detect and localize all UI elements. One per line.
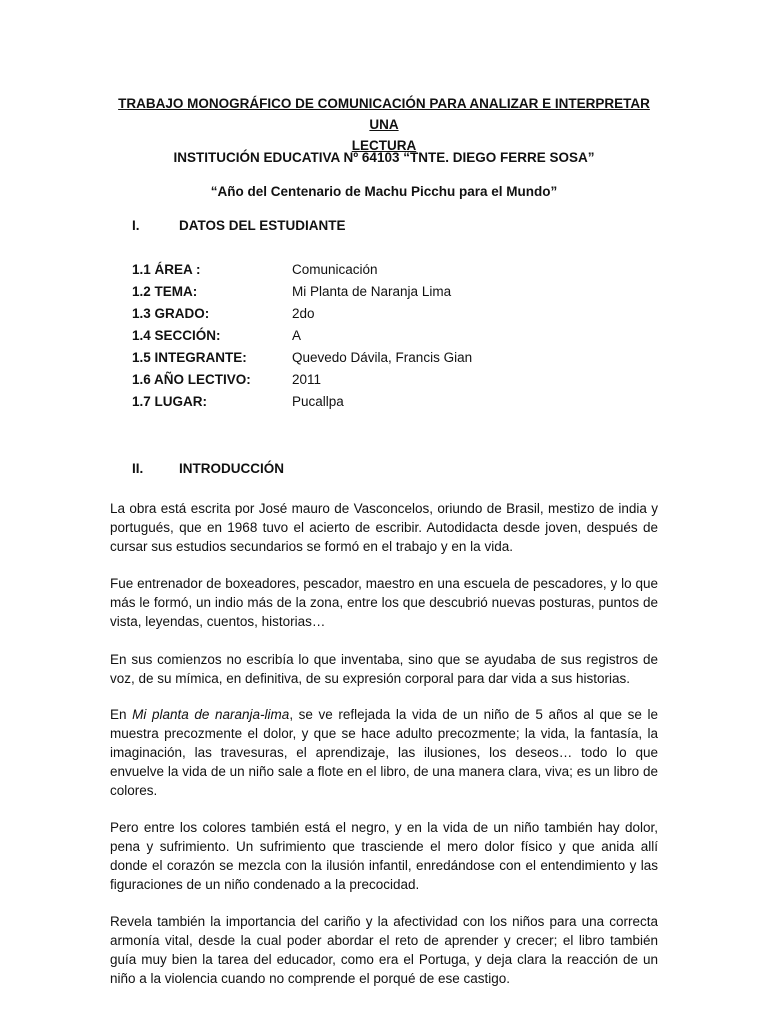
data-value: 2do xyxy=(292,306,315,321)
section-title: DATOS DEL ESTUDIANTE xyxy=(179,218,346,233)
section-heading-student-data xyxy=(132,216,346,236)
data-row-grado xyxy=(132,303,472,325)
student-data-list xyxy=(132,259,472,413)
data-row-lugar xyxy=(132,391,472,413)
section-title: INTRODUCCIÓN xyxy=(179,461,284,476)
intro-paragraph-1: La obra está escrita por José mauro de Vasconcelos, oriundo de Brasil, mestizo de india y portugués, que en 1968 tuvo el acierto de escribir. Autodidacta desde joven, después de cursar sus estudios secundarios se formó en el trabajo y en la vida. xyxy=(110,501,658,554)
intro-paragraph-5: Pero entre los colores también está el negro, y en la vida de un niño también hay dolor, pena y sufrimiento. Un sufrimiento que trasciende el mero dolor físico y que anida allí donde el corazón se mezcla con la ilusión infantil, enredándose con el entendimiento y las figuraciones de un niño condenado a la precocidad. xyxy=(110,820,658,892)
year-motto: “Año del Centenario de Machu Picchu para el Mundo” xyxy=(210,184,558,199)
data-row-integrante xyxy=(132,347,472,369)
p4-rest: , se ve reflejada la vida de un niño de 5 años al que se le muestra precozmente el dolor, y que se hace adulto precozmente; la vida, la fantasía, la imaginación, las travesuras, el aprendizaje, las ilusiones, los deseos… todo lo que envuelve la vida de un niño sale a flote en el libro, de una manera clara, viva; es un libro de colores. xyxy=(110,707,658,798)
data-label: 1.2 TEMA: xyxy=(132,284,198,299)
data-label: 1.3 GRADO: xyxy=(132,306,210,321)
data-row-area xyxy=(132,259,472,281)
data-value: 2011 xyxy=(292,372,322,387)
data-row-tema xyxy=(132,281,472,303)
data-label: 1.1 ÁREA : xyxy=(132,262,201,277)
title-line-1: TRABAJO MONOGRÁFICO DE COMUNICACIÓN PARA ANALIZAR E INTERPRETAR UNA xyxy=(118,96,650,132)
institution-name: INSTITUCIÓN EDUCATIVA Nº 64103 “TNTE. DIEGO FERRE SOSA” xyxy=(173,150,595,165)
book-title: Mi planta de naranja-lima xyxy=(132,707,290,722)
intro-paragraph-2: Fue entrenador de boxeadores, pescador, maestro en una escuela de pescadores, y lo que más le formó, un indio más de la zona, entre los que descubrió nuevas posturas, puntos de vista, leyendas, cuentos, historias… xyxy=(110,576,658,629)
intro-paragraph-3: En sus comienzos no escribía lo que inventaba, sino que se ayudaba de sus registros de voz, de su mímica, en definitiva, de su expresión corporal para dar vida a sus historias. xyxy=(110,652,658,686)
data-label: 1.5 INTEGRANTE: xyxy=(132,350,247,365)
section-heading-introduction xyxy=(132,459,284,479)
data-label: 1.7 LUGAR: xyxy=(132,394,208,409)
data-value: Quevedo Dávila, Francis Gian xyxy=(292,350,473,365)
title-line-2: LECTURA xyxy=(351,138,417,153)
data-value: A xyxy=(292,328,302,343)
p4-prefix: En xyxy=(110,707,133,722)
document-title xyxy=(110,93,658,156)
intro-paragraph-4 xyxy=(110,705,658,800)
data-label: 1.6 AÑO LECTIVO: xyxy=(132,372,251,387)
data-value: Pucallpa xyxy=(292,394,344,409)
data-value: Comunicación xyxy=(292,262,378,277)
intro-paragraph-6: Revela también la importancia del cariño y la afectividad con los niños para una correcta armonía vital, desde la cual poder abordar el reto de aprender y crecer; el libro también guía muy bien la tarea del educador, como era el Portuga, y deja clara la reacción de un niño a la violencia cuando no comprende el porqué de ese castigo. xyxy=(110,914,658,986)
section-number: I. xyxy=(132,218,140,233)
data-label: 1.4 SECCIÓN: xyxy=(132,328,221,343)
data-row-anio-lectivo xyxy=(132,369,472,391)
data-value: Mi Planta de Naranja Lima xyxy=(292,284,452,299)
section-number: II. xyxy=(132,461,144,476)
data-row-seccion xyxy=(132,325,472,347)
